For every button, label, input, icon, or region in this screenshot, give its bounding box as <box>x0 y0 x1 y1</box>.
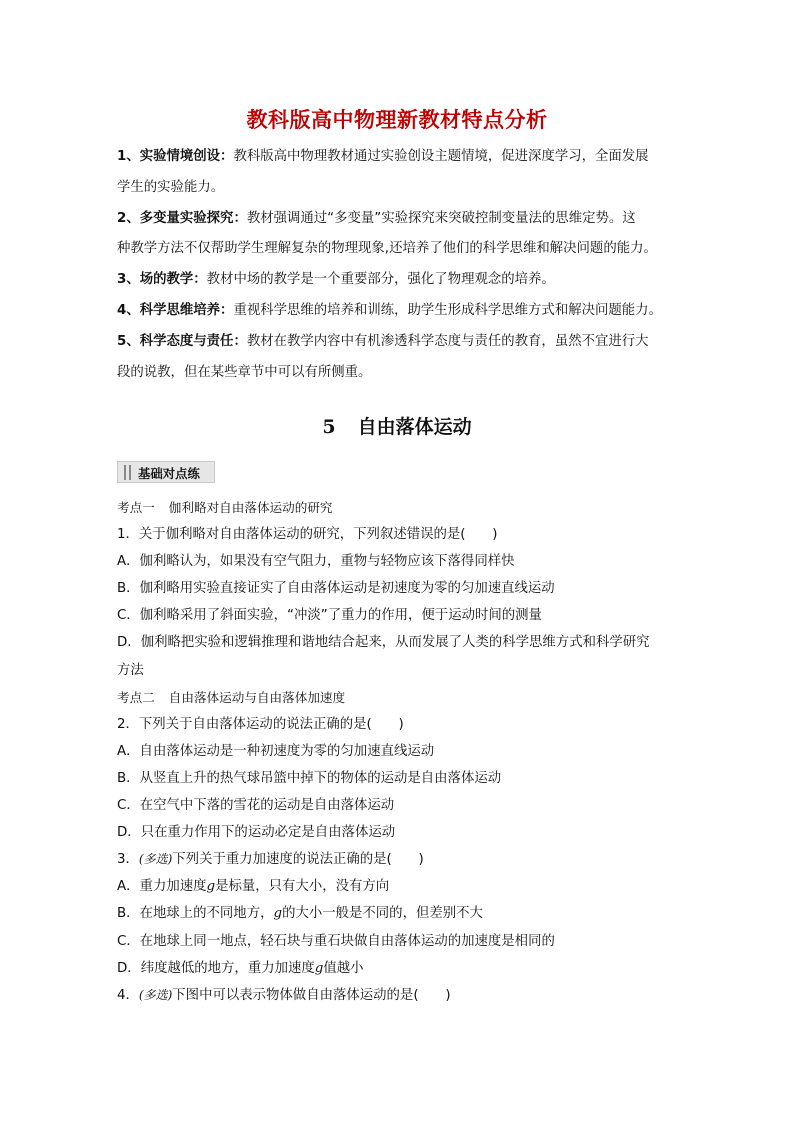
q2-option-d: D．只在重力作用下的运动必定是自由落体运动 <box>117 825 396 841</box>
tag-label: 基础对点练 <box>138 466 200 481</box>
q1-option-c: C．伽利略采用了斜面实验，“冲淡”了重力的作用，便于运动时间的测量 <box>117 608 542 624</box>
kp-label: 考点二 <box>117 689 155 705</box>
features-list <box>117 142 677 388</box>
g-symbol: g <box>206 879 216 895</box>
feature-head: 3、场的教学： <box>117 272 207 288</box>
feature-item-5-cont: 段的说教，但在某些章节中可以有所侧重。 <box>117 364 372 380</box>
q3-option-d <box>117 955 682 982</box>
option-text: 是标量，只有大小，没有方向 <box>215 879 390 895</box>
feature-head: 1、实验情境创设： <box>117 149 234 164</box>
q3-option-b <box>117 900 682 927</box>
q4-stem <box>117 982 682 1009</box>
option-text: D．纬度越低的地方，重力加速度 <box>117 960 315 976</box>
feature-body: 教材在教学内容中有机渗透科学态度与责任的教育，虽然不宜进行大 <box>246 333 649 349</box>
section-name: 自由落体运动 <box>357 416 472 438</box>
q3-stem <box>117 846 682 873</box>
feature-item-1 <box>117 142 677 173</box>
q4-number: 4． <box>117 987 139 1003</box>
knowledge-point-2 <box>117 684 682 711</box>
feature-item-2 <box>117 204 677 235</box>
feature-item-2-cont: 种教学方法不仅帮助学生理解复杂的物理现象,还培养了他们的科学思维和解决问题的能力。 <box>117 241 657 257</box>
kp-label: 考点一 <box>117 500 155 515</box>
feature-head: 5、科学态度与责任： <box>117 333 247 349</box>
feature-item-5 <box>117 327 677 358</box>
practice-tag <box>117 461 215 483</box>
multi-choice-tag: (多选) <box>138 987 173 1002</box>
feature-item-4 <box>117 296 677 327</box>
g-symbol: g <box>314 960 324 976</box>
feature-body: 教科版高中物理教材通过实验创设主题情境，促进深度学习，全面发展 <box>233 149 649 164</box>
page-title: 教科版高中物理新教材特点分析 <box>246 108 548 132</box>
q3-option-a <box>117 873 682 900</box>
q1-option-d-cont: 方法 <box>117 662 144 678</box>
q2-option-a: A．自由落体运动是一种初速度为零的匀加速直线运动 <box>117 743 435 759</box>
kp-text: 自由落体运动与自由落体加速度 <box>168 689 346 705</box>
q3-option-c: C．在地球上同一地点，轻石块与重石块做自由落体运动的加速度是相同的 <box>117 933 555 949</box>
q2-stem: 2．下列关于自由落体运动的说法正确的是( ) <box>117 716 404 732</box>
g-symbol: g <box>273 906 283 922</box>
option-text: B．在地球上的不同地方， <box>117 906 274 922</box>
kp-text: 伽利略对自由落体运动的研究 <box>168 500 333 515</box>
q2-option-c: C．在空气中下落的雪花的运动是自由落体运动 <box>117 798 395 814</box>
q2-option-b: B．从竖直上升的热气球吊篮中掉下的物体的运动是自由落体运动 <box>117 770 502 786</box>
q3-number: 3． <box>117 852 139 868</box>
q1-option-d: D．伽利略把实验和逻辑推理和谐地结合起来，从而发展了人类的科学思维方式和科学研究 <box>117 635 650 651</box>
tag-bar-icon <box>129 465 131 480</box>
q4-stem-text: 下图中可以表示物体做自由落体运动的是( ) <box>172 987 451 1003</box>
feature-item-3 <box>117 265 677 296</box>
tag-bar-icon <box>124 465 126 480</box>
section-number: 5 <box>322 416 336 438</box>
feature-head: 4、科学思维培养： <box>117 302 234 318</box>
feature-body: 重视科学思维的培养和训练，助学生形成科学思维方式和解决问题能力。 <box>233 302 662 318</box>
option-text: 值越小 <box>323 960 364 976</box>
option-text: 的大小一般是不同的，但差别不大 <box>282 906 483 922</box>
q1-option-b: B．伽利略用实验直接证实了自由落体运动是初速度为零的匀加速直线运动 <box>117 581 555 597</box>
question-list <box>117 494 682 1009</box>
feature-body: 教材强调通过“多变量”实验探究来突破控制变量法的思维定势。这 <box>246 210 636 226</box>
option-text: A．重力加速度 <box>117 879 207 895</box>
q1-stem: 1．关于伽利略对自由落体运动的研究，下列叙述错误的是( ) <box>117 527 498 543</box>
section-title <box>0 412 794 439</box>
feature-head: 2、多变量实验探究： <box>117 210 247 226</box>
feature-item-1-cont: 学生的实验能力。 <box>117 179 225 195</box>
feature-body: 教材中场的教学是一个重要部分，强化了物理观念的培养。 <box>206 272 555 288</box>
multi-choice-tag: (多选) <box>138 852 173 867</box>
knowledge-point-1 <box>117 494 682 521</box>
q1-option-a: A．伽利略认为，如果没有空气阻力，重物与轻物应该下落得同样快 <box>117 554 515 570</box>
q3-stem-text: 下列关于重力加速度的说法正确的是( ) <box>172 852 424 868</box>
